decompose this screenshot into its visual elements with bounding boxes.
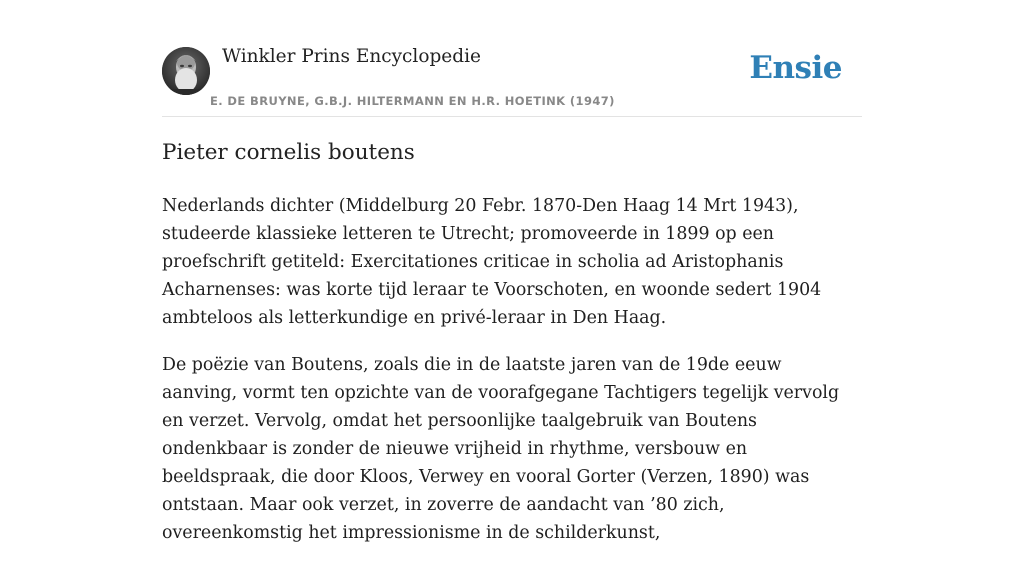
article-title: Pieter cornelis boutens	[162, 140, 415, 165]
portrait-image	[162, 47, 210, 95]
article-paragraph: De poëzie van Boutens, zoals die in de laatste jaren van de 19de eeuw aanving, vormt ten opzichte van de voorafgegane Tachtigers tegelijk vervolg en verzet. Vervolg, omdat het persoonlijke taalgebruik van Boutens ondenkbaar is zonder de nieuwe vrijheid in rhythme, versbouw en beeldspraak, die door Kloos, Verwey en vooral Gorter (Verzen, 1890) was ontstaan. Maar ook verzet, in zoverre de aandacht van ’80 zich, overeenkomstig het impressionisme in de schilderkunst,	[162, 355, 840, 543]
ensie-logo[interactable]: Ensie	[749, 50, 842, 86]
article-paragraph: Nederlands dichter (Middelburg 20 Febr. 1870-Den Haag 14 Mrt 1943), studeerde klassieke letteren te Utrecht; promoveerde in 1899 op een proefschrift getiteld: Exercitationes criticae in scholia ad Aristophanis Acharnenses: was korte tijd leraar te Voorschoten, en woonde sedert 1904 ambteloos als letterkundige en privé-leraar in Den Haag.	[162, 196, 822, 328]
page-container	[162, 0, 862, 543]
source-avatar[interactable]	[162, 47, 210, 95]
source-authors: E. DE BRUYNE, G.B.J. HILTERMANN EN H.R. HOETINK (1947)	[210, 94, 615, 108]
source-header	[162, 0, 862, 117]
source-title[interactable]: Winkler Prins Encyclopedie	[222, 46, 481, 67]
article-body	[162, 192, 862, 566]
